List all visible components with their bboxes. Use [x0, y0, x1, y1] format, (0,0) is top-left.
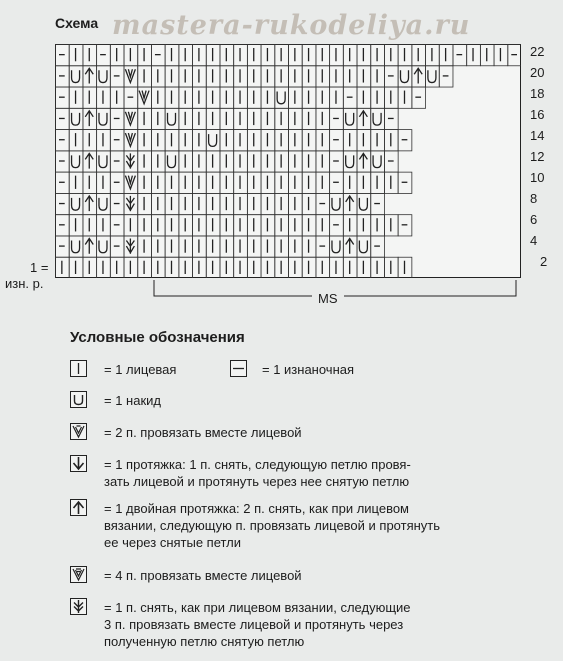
row-number: 18 [530, 86, 545, 101]
row-number: 8 [530, 191, 538, 206]
legend-skp-line2: зать лицевой и протянуть через нее снятую петлю [104, 474, 410, 489]
legend-slip-k3-line2: 3 п. провязать вместе лицевой и протянуть через [104, 617, 404, 632]
legend-title: Условные обозначения [70, 329, 245, 346]
legend-dbl-line3: ее через снятые петли [104, 535, 242, 550]
knit-symbol-icon [70, 360, 87, 377]
k4tog-icon [70, 566, 87, 583]
legend-slip-k3-line1: = 1 п. снять, как при лицевом вязании, следующие [104, 600, 411, 615]
yarn-over-icon [70, 391, 87, 408]
row-number: 22 [530, 44, 545, 59]
legend-yarn-over: = 1 накид [104, 393, 161, 408]
wrong-side-label: изн. р. [5, 276, 44, 291]
legend-purl: = 1 изнаночная [262, 362, 355, 377]
knitting-chart [55, 44, 521, 278]
double-slip-arrow-up-icon [70, 499, 87, 516]
row-number: 12 [530, 149, 545, 164]
watermark: mastera-rukodeliya.ru [112, 10, 471, 41]
slip-k3-arrow-icon [70, 598, 87, 615]
first-row-label: 1 = [30, 260, 49, 275]
purl-symbol-icon [230, 360, 247, 377]
legend-k4tog: = 4 п. провязать вместе лицевой [104, 568, 302, 583]
chart-grid [55, 44, 521, 278]
chart-title: Схема [55, 15, 99, 31]
row-number: 20 [530, 65, 545, 80]
legend-k2tog: = 2 п. провязать вместе лицевой [104, 425, 302, 440]
legend-dbl-line2: вязании, следующую п. провязать лицевой и протянуть [104, 518, 441, 533]
legend-slip-k3-line3: полученную петлю снятую петлю [104, 634, 305, 649]
legend-skp-line1: = 1 протяжка: 1 п. снять, следующую петлю провя- [104, 457, 411, 472]
row-number: 10 [530, 170, 545, 185]
row-number: 2 [540, 254, 548, 269]
legend-dbl-line1: = 1 двойная протяжка: 2 п. снять, как при лицевом [104, 501, 409, 516]
row-number: 4 [530, 233, 538, 248]
row-number: 6 [530, 212, 538, 227]
row-number: 16 [530, 107, 545, 122]
k2tog-icon [70, 423, 87, 440]
row-number: 14 [530, 128, 545, 143]
skp-arrow-down-icon [70, 455, 87, 472]
ms-label: MS [312, 291, 344, 306]
legend-knit: = 1 лицевая [104, 362, 177, 377]
